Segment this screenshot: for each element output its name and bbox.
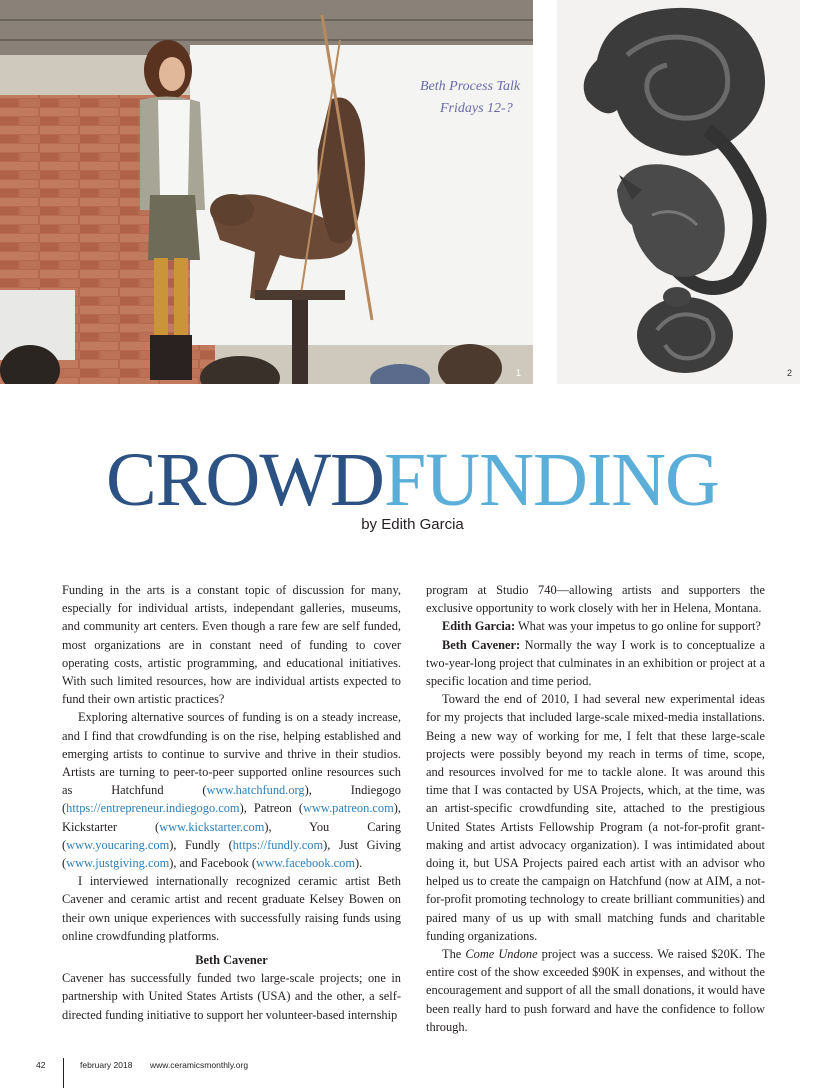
- artist-demonstration-image: [0, 0, 533, 384]
- byline: by Edith Garcia: [361, 516, 464, 533]
- text-run: The: [442, 947, 466, 962]
- svg-text:Fridays 12-?: Fridays 12-?: [440, 101, 513, 116]
- text-run: ), You Caring (: [62, 819, 401, 852]
- paragraph-studio-740: program at Studio 740—allowing artists and supporters the exclusive opportunity to work closely with her in Helena, Montana.: [426, 583, 765, 616]
- wall-sculpture-image: [557, 0, 800, 384]
- photo-number-2: 2: [786, 368, 792, 378]
- answer-text: Normally the way I work is to conceptualize a two-year-long project that culminates in an exhibition or project at a specific location and time period.: [426, 637, 766, 689]
- text-run: project was a success. We raised $20K. The entire cost of the show exceeded $90K in expenses, and without the encouragement and support of all the small donations, it would have been really hard to push forward and have the confidence to follow through.: [426, 947, 765, 1034]
- paragraph-cavener-projects: Cavener has successfully funded two large-scale projects; one in partnership with United States Artists (USA) and the other, a self-directed funding initiative to support her volunteer-based internship: [62, 971, 401, 1022]
- text-run: ).: [354, 856, 363, 871]
- speaker-edith-garcia: Edith Garcia:: [442, 619, 516, 634]
- link-indiegogo[interactable]: https://entrepreneur.indiegogo.com: [66, 801, 240, 816]
- text-run: ), Indiegogo (: [62, 783, 401, 816]
- text-run: ), Kickstarter (: [62, 801, 401, 834]
- title-part-crowd: CROWD: [106, 438, 384, 522]
- svg-text:Beth Process Talk: Beth Process Talk: [420, 79, 521, 94]
- link-kickstarter[interactable]: www.kickstarter.com: [159, 819, 265, 834]
- link-justgiving[interactable]: www.justgiving.com: [66, 856, 170, 871]
- photo-number-1: 1: [515, 368, 521, 378]
- text-run: Exploring alternative sources of funding is on a steady increase, and I find that crowdfunding is on the rise, helping established and emerging artists to continue to survive and thrive in their studios. Artists are turning to peer-to-peer supported online resources such as Hatchfund (: [62, 710, 401, 798]
- text-run: ), Patreon (: [239, 801, 304, 816]
- link-facebook[interactable]: www.facebook.com: [256, 856, 355, 871]
- subhead-beth-cavener: Beth Cavener: [195, 953, 268, 968]
- page-number: 42: [36, 1060, 46, 1070]
- footer-divider: [63, 1058, 64, 1088]
- link-fundly[interactable]: https://fundly.com: [232, 837, 324, 852]
- interview-question: [426, 617, 765, 635]
- link-patreon[interactable]: www.patreon.com: [303, 801, 394, 816]
- question-text: What was your impetus to go online for support?: [515, 619, 761, 634]
- link-youcaring[interactable]: www.youcaring.com: [66, 837, 170, 852]
- link-hatchfund[interactable]: www.hatchfund.org: [206, 783, 305, 798]
- left-column: [62, 581, 401, 1024]
- text-run: ), and Facebook (: [169, 856, 256, 871]
- right-column: [426, 581, 765, 1036]
- interview-answer: [426, 636, 765, 691]
- paragraph-interview-intro: I interviewed internationally recognized ceramic artist Beth Cavener and ceramic artist and recent graduate Kelsey Bowen on their own unique experiences with successfully raising funds using online crowdfunding platforms.: [62, 874, 401, 943]
- website-link[interactable]: www.ceramicsmonthly.org: [150, 1060, 249, 1070]
- issue-date: february 2018: [80, 1060, 133, 1070]
- article-title: [0, 440, 825, 520]
- photo-artist-demonstration: [0, 0, 533, 384]
- project-title-come-undone: Come Undone: [465, 947, 538, 962]
- paragraph-usa-projects: Toward the end of 2010, I had several new experimental ideas for my projects that included large-scale mixed-media installations. Being a new way of working for me, I felt that these large-scale projects were possibly beyond my reach in terms of time, scope, and resources involved for me to tackle alone. It was around this time that I was contacted by USA Projects, which, at the time, was an artist-specific crowdfunding site, attached to the prestigious United States Artists Fellowship Program (a not-for-profit grant-making and artist advocacy organization). I was intimidated about doing it, but USA Projects paired each artist with an advisor who helped us to create the campaign on Hatchfund (now at AIM, a not-for-profit promoting technology to create brilliant communities) and paired many of us up with small matching funds and charitable funding organizations.: [426, 692, 765, 943]
- text-run: ), Fundly (: [169, 837, 233, 852]
- paragraph-alternative-sources: [62, 708, 401, 872]
- title-part-funding: FUNDING: [383, 438, 719, 522]
- photo-wall-sculpture: [557, 0, 800, 384]
- paragraph-come-undone: [426, 945, 765, 1036]
- text-run: ), Just Giving (: [62, 837, 401, 871]
- speaker-beth-cavener: Beth Cavener:: [442, 637, 521, 652]
- paragraph-intro: Funding in the arts is a constant topic of discussion for many, especially for individual artists, independant galleries, museums, and community art centers. Even though a rare few are self funded, most organizations are in constant need of funding to cover operating costs, artistic programming, and educational initiatives. With such limited resources, how are individual artists expected to fund their own artistic practices?: [62, 583, 401, 707]
